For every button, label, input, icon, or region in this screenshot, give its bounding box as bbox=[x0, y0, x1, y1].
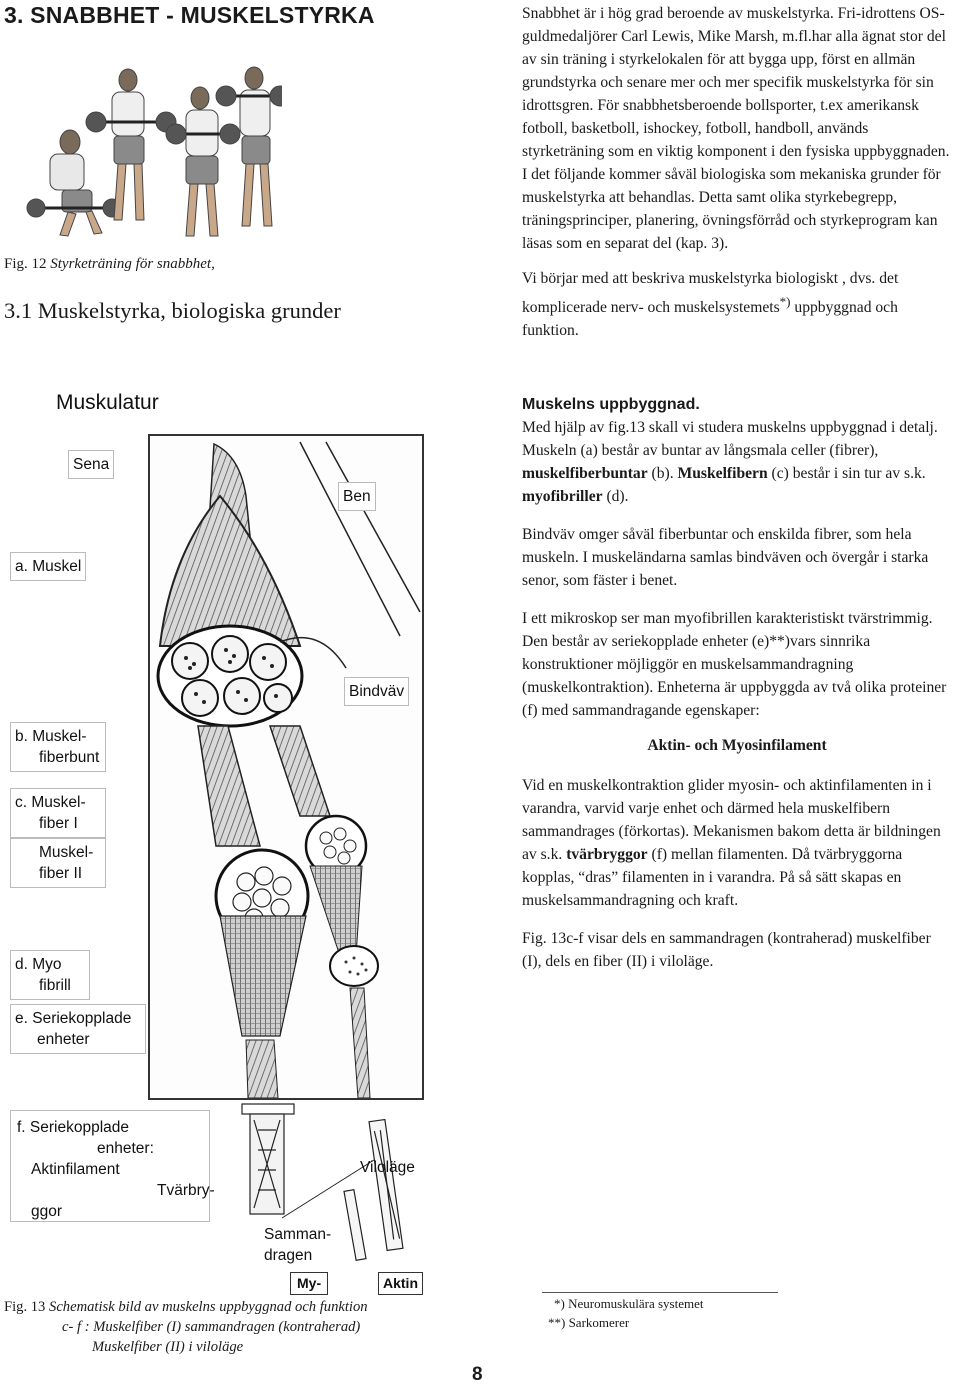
structure-p1-a: Med hjälp av fig.13 skall vi studera muskelns uppbyggnad i detalj. Muskeln (a) består av buntar av långsmala celler (fibrer), bbox=[522, 419, 938, 459]
intro-p2-text: Vi börjar med att beskriva muskelstyrka biologiskt , dvs. det komplicerade nerv- och muskelsystemets bbox=[522, 270, 899, 317]
fig12-text: Styrketräning för snabbhet, bbox=[50, 256, 215, 272]
label-aktinfilament: Aktinfilament bbox=[31, 1161, 120, 1178]
structure-paragraph-3: I ett mikroskop ser man myofibrillen karakteristiskt tvärstrimmig. Den består av seriekopplade enheter (e)**)vars sinnrika konstruktioner möjliggör en muskelsammandragning (muskelkontraktion). Enheterna är uppbyggda av två olika proteiner (f) med sammandragande egenskaper: bbox=[522, 610, 947, 719]
label-myofibrill bbox=[10, 950, 90, 1000]
term-tvarbryggor: tvärbryggor bbox=[566, 846, 648, 863]
fig13-line3: Muskelfiber (II) i viloläge bbox=[92, 1339, 244, 1355]
label-fiber2-line2: fiber II bbox=[39, 865, 83, 882]
label-tvarbryggor-2: ggor bbox=[31, 1203, 63, 1220]
label-fiber2-line1: Muskel- bbox=[39, 844, 94, 861]
structure-paragraph-1 bbox=[522, 416, 952, 508]
label-fiberbunt-line1: b. Muskel- bbox=[15, 728, 87, 745]
label-sena: Sena bbox=[68, 450, 114, 479]
structure-paragraph-4 bbox=[522, 774, 952, 912]
label-fiberbunt-line2: fiberbunt bbox=[39, 749, 100, 766]
athlete-figure-4 bbox=[216, 67, 282, 226]
label-samman-line2: dragen bbox=[264, 1247, 313, 1264]
label-f-box bbox=[10, 1110, 215, 1222]
label-fiber1-line1: c. Muskel- bbox=[15, 794, 86, 811]
structure-p1-c: (b). bbox=[647, 465, 678, 482]
series-units-1 bbox=[246, 1040, 278, 1098]
fig13-line1: Schematisk bild av muskelns uppbyggnad och funktion bbox=[49, 1299, 368, 1315]
muscle-anatomy-drawing bbox=[150, 436, 422, 1098]
myofibril-2 bbox=[310, 866, 362, 956]
label-sammandragen bbox=[264, 1224, 344, 1266]
structure-p1-e: (d). bbox=[602, 488, 629, 505]
athlete-figure-1 bbox=[27, 130, 121, 236]
structure-p4-c: (f) mellan filamenten. Då tvärbryggorna kopplas, “dras” filamenten in i varandra. På så sätt skapas en muskelsammandragning och kraft. bbox=[522, 846, 903, 909]
structure-p4-a: Vid en muskelkontraktion glider myosin- och aktinfilamenten in i varandra, varvid varje enhet och därmed hela muskelfibern sammandrages (förkortas). Mekanismen bakom detta är bildningen av s.k. bbox=[522, 777, 941, 863]
myofibril-1 bbox=[220, 916, 306, 1036]
label-fiber-2 bbox=[10, 838, 106, 888]
term-muskelfibern: Muskelfibern bbox=[677, 465, 768, 482]
muscle-body bbox=[160, 496, 300, 646]
term-myofibriller: myofibriller bbox=[522, 488, 603, 505]
footnote-ref-1: *) bbox=[779, 294, 791, 309]
weightlifting-photo-sequence bbox=[10, 30, 282, 248]
label-f-line1: f. Seriekopplade bbox=[17, 1119, 130, 1136]
structure-paragraph-5: Fig. 13c-f visar dels en sammandragen (kontraherad) muskelfiber (I), dels en fiber (II) i viloläge. bbox=[522, 930, 931, 970]
muscle-fiber-1 bbox=[198, 726, 260, 846]
structure-text bbox=[522, 393, 952, 973]
label-serie-line2: enheter bbox=[37, 1031, 90, 1048]
fig12-caption bbox=[4, 256, 215, 273]
athlete-figure-2 bbox=[86, 69, 176, 220]
fig13-label: Fig. 13 bbox=[4, 1299, 46, 1315]
bone-line bbox=[300, 442, 400, 636]
label-myo-line2: fibrill bbox=[39, 977, 71, 994]
structure-paragraph-2: Bindväv omger såväl fiberbuntar och enskilda fibrer, som hela muskeln. I muskeländarna samlas bindväven och övergår i starka senor, som fäster i benet. bbox=[522, 526, 929, 589]
label-ben: Ben bbox=[338, 482, 376, 511]
label-fiberbunt bbox=[10, 722, 106, 772]
intro-paragraph-2 bbox=[522, 267, 952, 342]
label-fiber1-line2: fiber I bbox=[39, 815, 78, 832]
label-myosin: My- bbox=[290, 1272, 328, 1295]
fig13-caption bbox=[4, 1297, 368, 1357]
label-f-line2: enheter: bbox=[97, 1140, 154, 1157]
structure-p1-d: (c) består i sin tur av s.k. bbox=[767, 465, 926, 482]
label-seriekopplade bbox=[10, 1004, 146, 1054]
footnote-1: *) Neuromuskulära systemet bbox=[554, 1296, 704, 1311]
label-serie-line1: e. Seriekopplade bbox=[15, 1010, 132, 1027]
chapter-title: 3. SNABBHET - MUSKELSTYRKA bbox=[4, 2, 375, 28]
term-fiberbuntar: muskelfiberbuntar bbox=[522, 465, 648, 482]
series-units-2 bbox=[350, 988, 370, 1098]
athlete-figure-3 bbox=[166, 87, 240, 236]
footnote-divider bbox=[542, 1292, 778, 1293]
footnotes bbox=[548, 1294, 703, 1332]
page-number: 8 bbox=[472, 1364, 483, 1385]
label-myo-line1: d. Myo bbox=[15, 956, 62, 973]
label-bindvav: Bindväv bbox=[344, 677, 409, 706]
fig13-line2: c- f : Muskelfiber (I) sammandragen (kontraherad) bbox=[62, 1319, 361, 1335]
intro-text bbox=[522, 2, 952, 342]
label-tvarbryggor-1: Tvärbry- bbox=[157, 1182, 215, 1199]
filament-title: Aktin- och Myosinfilament bbox=[647, 737, 827, 754]
footnote-2: **) Sarkomerer bbox=[548, 1315, 630, 1330]
section-title: 3.1 Muskelstyrka, biologiska grunder bbox=[4, 298, 341, 323]
label-samman-line1: Samman- bbox=[264, 1226, 332, 1243]
muscle-diagram-frame bbox=[148, 434, 424, 1100]
label-aktin: Aktin bbox=[378, 1272, 423, 1295]
label-muskel: a. Muskel bbox=[10, 552, 86, 581]
structure-heading: Muskelns uppbyggnad. bbox=[522, 396, 700, 413]
fig12-label: Fig. 12 bbox=[4, 256, 47, 272]
intro-paragraph-1: Snabbhet är i hög grad beroende av muskelstyrka. Fri-idrottens OS-guldmedaljörer Carl Lewis, Mike Marsh, m.fl.har alla ägnat stor del av sin träning i styrkelokalen för att bygga upp, först en allmän grundstyrka och senare mer och mer specifik muskelstyrka för sin idrottsgren. För snabbhetsberoende bollsporter, t.ex amerikansk fotboll, basketboll, ishockey, fotboll, handboll, används styrketräning som en viktig komponent i den fysiska uppbyggnaden. I det följande kommer såväl biologiska som mekaniska grunder för muskelstyrka att behandlas. Detta samt olika styrkebegrepp, träningsprinciper, planering, övningsförråd och styrkeprogram kan läsas som en separat del (kap. 3). bbox=[522, 5, 950, 252]
label-vilolage: Viloläge bbox=[360, 1159, 415, 1176]
diagram-title: Muskulatur bbox=[56, 391, 159, 414]
label-fiber-1 bbox=[10, 788, 106, 838]
intro-p2-tail: uppbyggnad och funktion. bbox=[522, 299, 898, 340]
muscle-fiber-2 bbox=[270, 726, 330, 816]
